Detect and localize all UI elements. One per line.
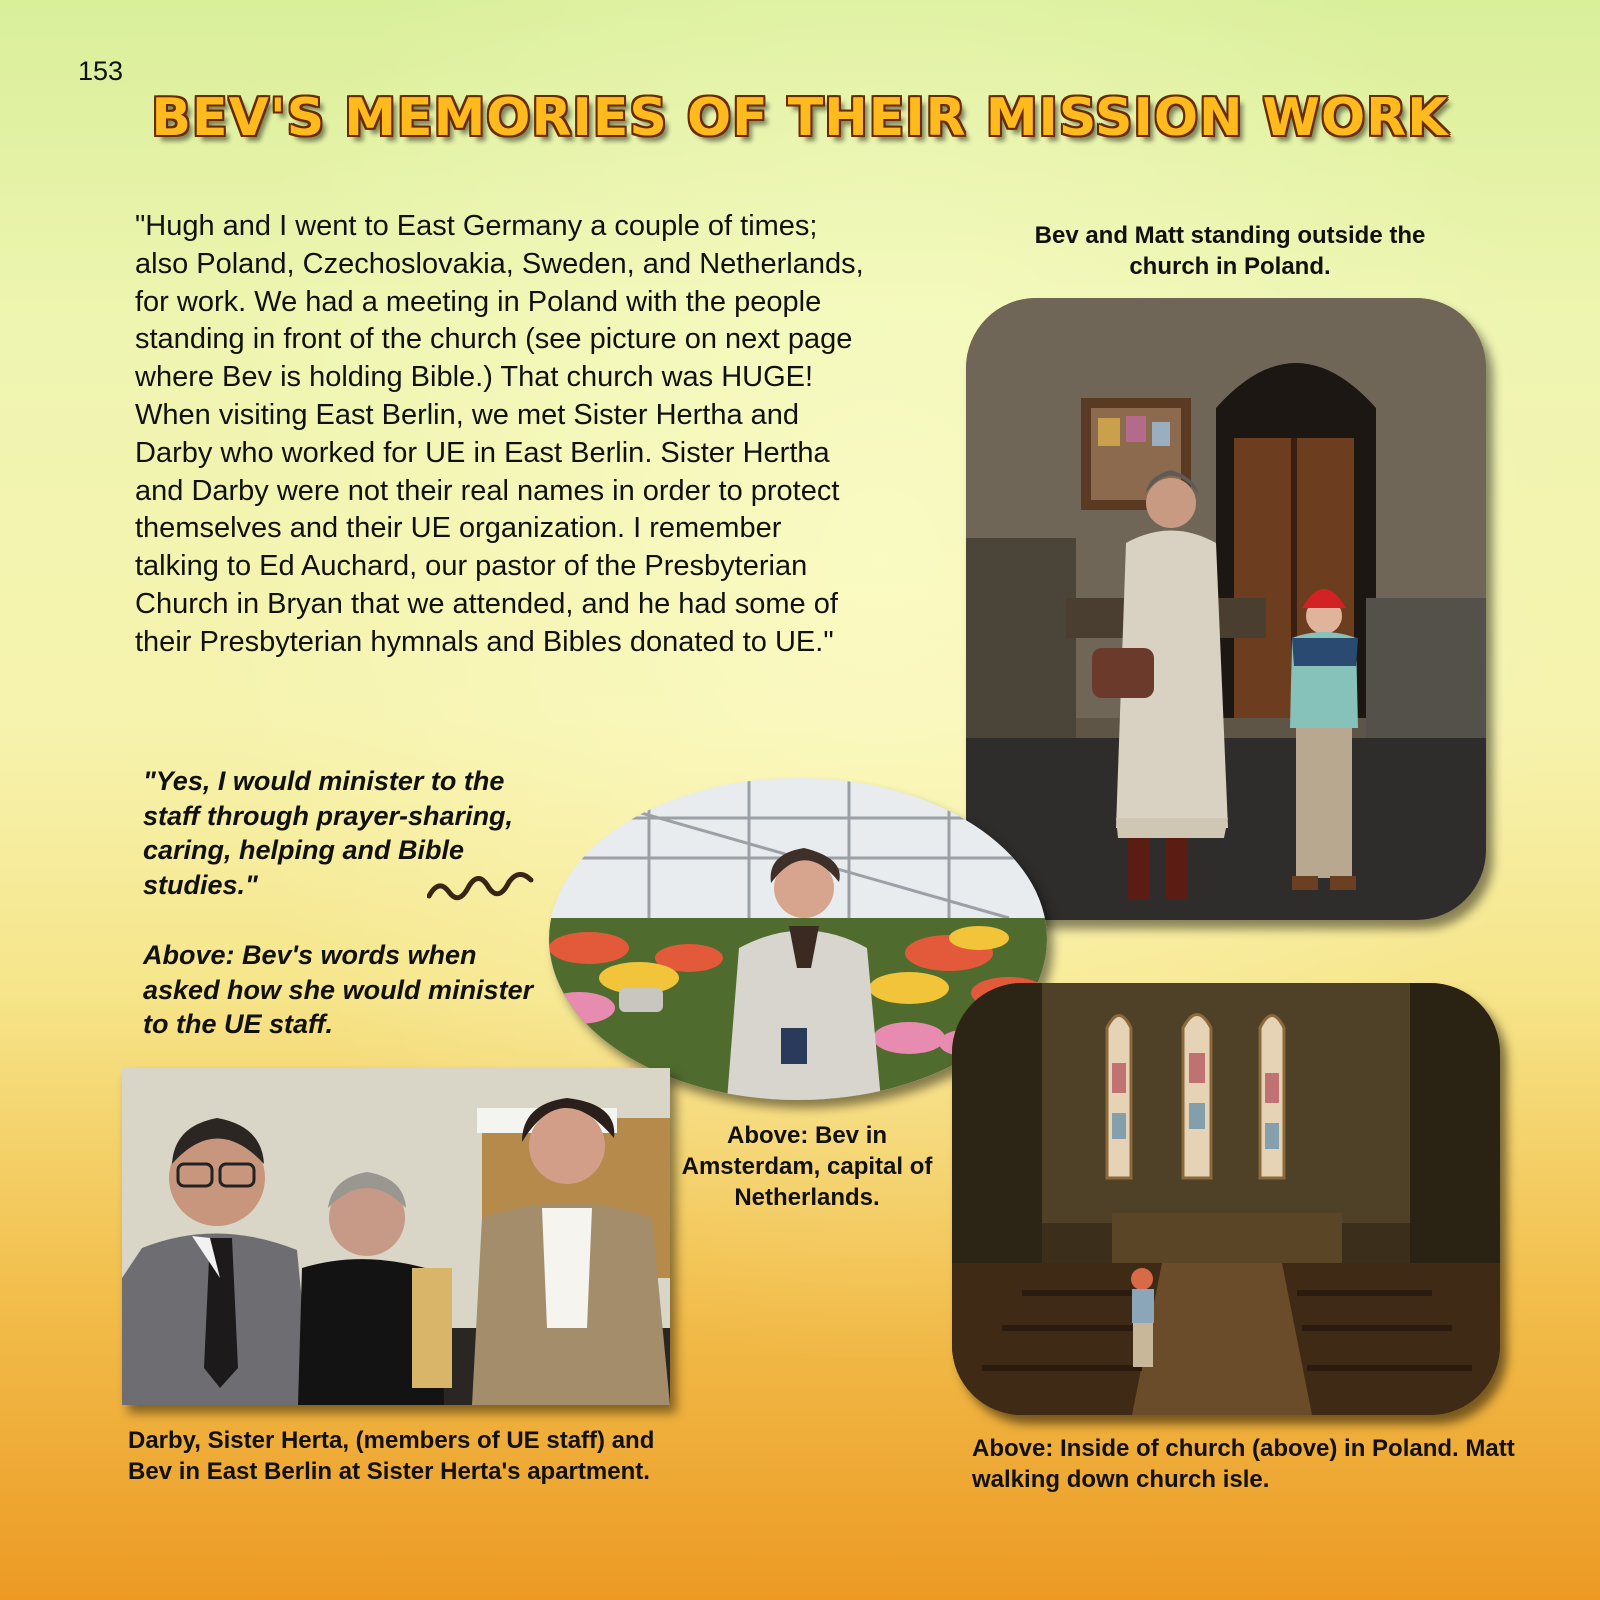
church-exterior-photo <box>966 298 1486 920</box>
church-exterior-caption: Bev and Matt standing outside the church in Poland. <box>1034 222 1426 280</box>
east-berlin-caption: Darby, Sister Herta, (members of UE staff) and Bev in East Berlin at Sister Herta's apartment. <box>128 1427 655 1485</box>
church-interior-photo <box>952 983 1500 1415</box>
church-interior-caption: Above: Inside of church (above) in Poland. Matt walking down church isle. <box>972 1435 1515 1493</box>
page-number: 153 <box>78 56 124 86</box>
east-berlin-photo <box>122 1068 670 1405</box>
quote-text: "Yes, I would minister to the staff through prayer-sharing, caring, helping and Bible studies." <box>143 766 514 900</box>
memoir-text: "Hugh and I went to East Germany a couple of times; also Poland, Czechoslovakia, Sweden, and Netherlands, for work. We had a meeting in Poland with the people standing in front of the church (see picture on next page where Bev is holding Bible.) That church was HUGE! When visiting East Berlin, we met Sister Hertha and Darby who worked for UE in East Berlin. Sister Hertha and Darby were not their real names in order to protect themselves and their UE organization. I remember talking to Ed Auchard, our pastor of the Presbyterian Church in Bryan that we attended, and he had some of their Presbyterian hymnals and Bibles donated to UE." <box>135 210 864 658</box>
amsterdam-caption: Above: Bev in Amsterdam, capital of Netherlands. <box>681 1122 933 1211</box>
page-title: BEV'S MEMORIES OF THEIR MISSION WORK <box>151 88 1449 148</box>
squiggle-decoration <box>427 872 539 902</box>
quote-caption: Above: Bev's words when asked how she would minister to the UE staff. <box>143 940 534 1039</box>
